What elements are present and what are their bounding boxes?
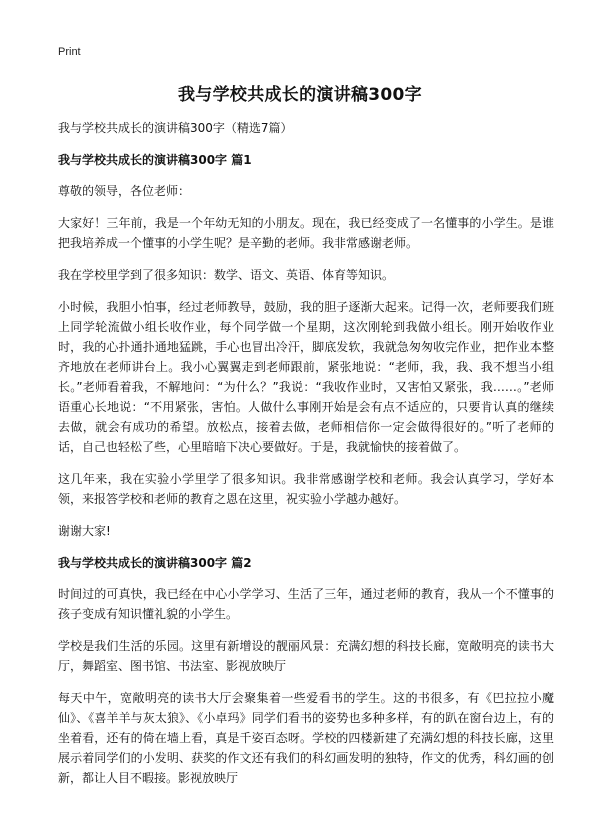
paragraph: 大家好！三年前，我是一个年幼无知的小朋友。现在，我已经变成了一名懂事的小学生。是谁把我培养成一个懂事的小学生呢？是辛勤的老师。我非常感谢老师。	[58, 216, 554, 250]
paragraph: 小时候，我胆小怕事，经过老师教导，鼓励，我的胆子逐渐大起来。记得一次，老师要我们班上同学轮流做小组长收作业，每个同学做一个星期，这次刚轮到我做小组长。刚开始收作业时，我的心扑通扑通地猛跳，手心也冒出冷汗，脚底发软，我就急匆匆收完作业，把作业本整齐地放在老师讲台上。我小心翼翼走到老师跟前，紧张地说：“老师，我，我、我不想当小组长。”老师看着我，不解地问：“为什么？”我说：“我收作业时，又害怕又紧张，我……。”老师语重心长地说：“不用紧张，害怕。人做什么事刚开始是会有点不适应的，只要肯认真的继续去做，就会有成功的希望。放松点，接着去做，老师相信你一定会做得很好的。”听了老师的话，自己也轻松了些，心里暗暗下决心要做好。于是，我就愉快的接着做了。	[58, 300, 554, 454]
paragraph: 每天中午，宽敞明亮的读书大厅会聚集着一些爱看书的学生。这的书很多，有《巴拉拉小魔仙》、《喜羊羊与灰太狼》、《小卓玛》同学们看书的姿势也多种多样，有的趴在窗台边上，有的坐着看，还有的倚在墙上看，真是千姿百态呀。学校的四楼新建了充满幻想的科技长廊，这里展示着同学们的小发明、获奖的作文还有我们的科幻画发明的独特，作文的优秀，科幻画的创新，都让人目不暇接。影视放映厅	[58, 691, 554, 785]
paragraph: 这几年来，我在实验小学里学了很多知识。我非常感谢学校和老师。我会认真学习，学好本领，来报答学校和老师的教育之恩在这里，祝实验小学越办越好。	[58, 472, 554, 506]
page-title: 我与学校共成长的演讲稿300字	[178, 85, 422, 105]
section-2-heading: 我与学校共成长的演讲稿300字 篇2	[58, 556, 252, 570]
paragraph: 学校是我们生活的乐园。这里有新增设的靓丽风景：充满幻想的科技长廊，宽敞明亮的读书大厅，舞蹈室、图书馆、书法室、影视放映厅	[58, 639, 554, 673]
paragraph: 我在学校里学到了很多知识：数学、语文、英语、体育等知识。	[58, 268, 395, 282]
document-subtitle: 我与学校共成长的演讲稿300字（精选7篇）	[58, 121, 293, 135]
section-1-heading: 我与学校共成长的演讲稿300字 篇1	[58, 153, 252, 167]
paragraph: 谢谢大家!	[58, 524, 111, 538]
print-label: Print	[58, 46, 81, 58]
paragraph: 尊敬的领导，各位老师：	[58, 184, 191, 198]
document-body	[58, 118, 554, 800]
paragraph: 时间过的可真快，我已经在中心小学学习、生活了三年，通过老师的教育，我从一个不懂事的孩子变成有知识懂礼貌的小学生。	[58, 587, 554, 621]
